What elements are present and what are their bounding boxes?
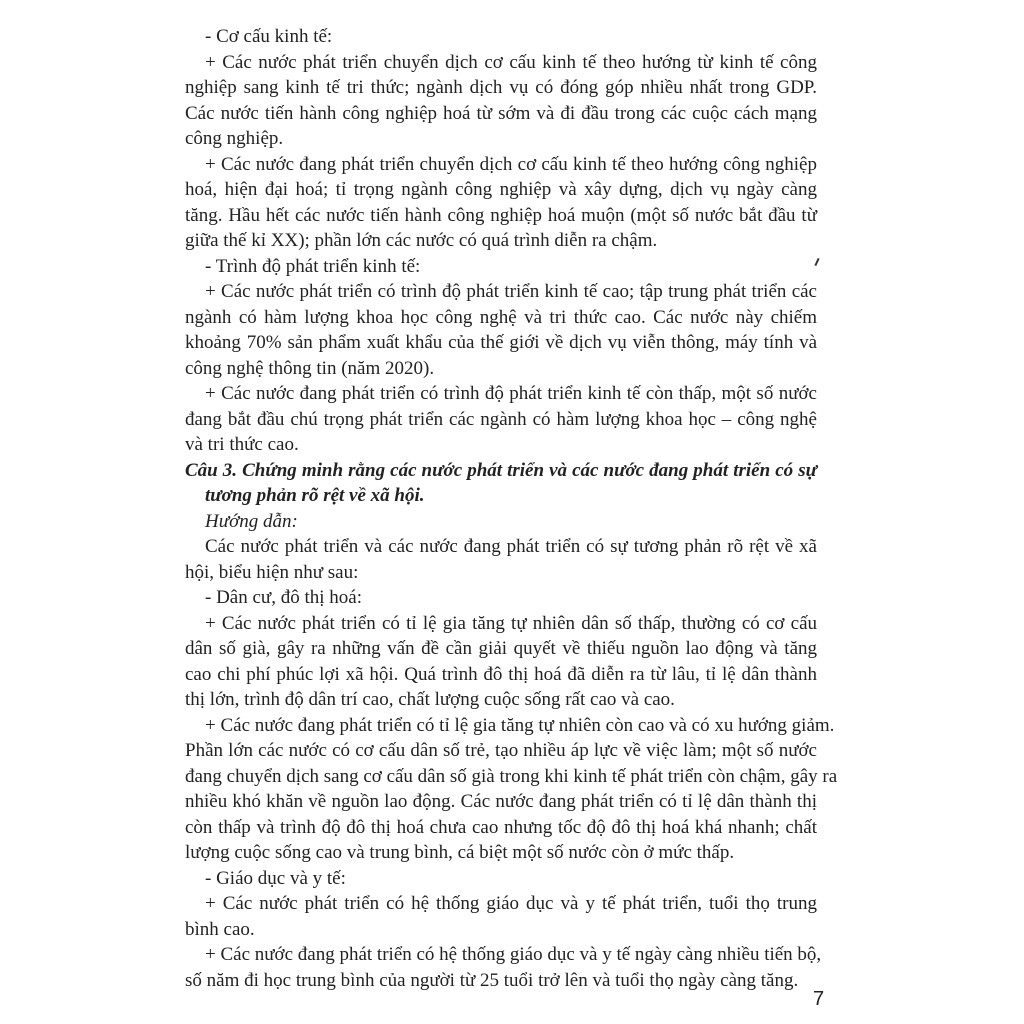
paragraph bbox=[185, 891, 817, 942]
text-line: ngành có hàm lượng khoa học công nghệ và tri thức cao. Các nước này chiếm bbox=[185, 306, 817, 328]
text-line: đang chuyển dịch sang cơ cấu dân số già trong khi kinh tế phát triển còn chậm, gây ra bbox=[185, 765, 838, 787]
text-line: - Cơ cấu kinh tế: bbox=[205, 26, 333, 47]
paragraph bbox=[185, 611, 817, 713]
text-line: dân số già, gây ra những vấn đề cần giải quyết về thiếu nguồn lao động và tăng bbox=[185, 638, 817, 659]
text-line: giữa thế kỉ XX); phần lớn các nước có quá trình diễn ra chậm. bbox=[185, 230, 658, 251]
paragraph bbox=[185, 713, 838, 866]
text-line: Phần lớn các nước có cơ cấu dân số trẻ, tạo nhiều áp lực về việc làm; một số nước bbox=[185, 740, 817, 761]
text-line: nhiều khó khăn về nguồn lao động. Các nước đang phát triển có tỉ lệ dân thành thị bbox=[185, 791, 817, 812]
document-body bbox=[185, 24, 838, 993]
text-line: + Các nước phát triển có hệ thống giáo dục và y tế phát triển, tuổi thọ trung bbox=[205, 893, 817, 914]
text-line: Các nước tiến hành công nghiệp hoá từ sớm và đi đầu trong các cuộc cách mạng bbox=[185, 102, 817, 124]
text-line: hội, biểu hiện như sau: bbox=[185, 561, 359, 583]
text-line: Câu 3. Chứng minh rằng các nước phát triển và các nước đang phát triển có sự bbox=[185, 459, 817, 481]
paragraph bbox=[185, 866, 817, 892]
text-line: Các nước phát triển và các nước đang phát triển có sự tương phản rõ rệt về xã bbox=[205, 536, 817, 557]
paragraph bbox=[185, 381, 817, 458]
text-line: + Các nước đang phát triển có hệ thống giáo dục và y tế ngày càng nhiều tiến bộ, bbox=[205, 944, 822, 965]
text-line: cao chi phí phúc lợi xã hội. Quá trình đô thị hoá đã diễn ra từ lâu, tỉ lệ dân thành bbox=[185, 663, 817, 685]
text-line: - Giáo dục và y tế: bbox=[205, 867, 346, 889]
paragraph bbox=[185, 585, 817, 611]
text-line: + Các nước đang phát triển có trình độ phát triển kinh tế còn thấp, một số nước bbox=[205, 383, 817, 404]
text-line: tăng. Hầu hết các nước tiến hành công nghiệp hoá muộn (một số nước bắt đầu từ bbox=[185, 204, 817, 226]
paragraph bbox=[185, 279, 817, 381]
text-line: và tri thức cao. bbox=[185, 434, 299, 455]
text-line: số năm đi học trung bình của người từ 25 tuổi trở lên và tuổi thọ ngày càng tăng. bbox=[185, 969, 799, 991]
paragraph bbox=[185, 24, 817, 50]
text-line: nghiệp sang kinh tế tri thức; ngành dịch vụ có đóng góp nhiều nhất trong GDP. bbox=[185, 77, 817, 98]
text-line: đang bắt đầu chú trọng phát triển các ngành có hàm lượng khoa học – công nghệ bbox=[185, 408, 817, 430]
text-line: công nghiệp. bbox=[185, 128, 284, 149]
text-line: công nghệ thông tin (năm 2020). bbox=[185, 357, 435, 379]
text-line: bình cao. bbox=[185, 918, 255, 940]
guide-label bbox=[185, 509, 817, 535]
text-line: - Trình độ phát triển kinh tế: bbox=[205, 255, 421, 277]
text-line: - Dân cư, đô thị hoá: bbox=[205, 587, 362, 608]
text-line: + Các nước phát triển có trình độ phát triển kinh tế cao; tập trung phát triển các bbox=[205, 281, 817, 302]
text-line: + Các nước phát triển có tỉ lệ gia tăng tự nhiên dân số thấp, thường có cơ cấu bbox=[205, 612, 817, 634]
text-line: + Các nước phát triển chuyển dịch cơ cấu kinh tế theo hướng từ kinh tế công bbox=[205, 51, 817, 73]
text-line: khoảng 70% sản phẩm xuất khẩu của thế giới về dịch vụ viễn thông, máy tính và bbox=[185, 332, 817, 353]
question-heading bbox=[185, 458, 817, 509]
text-line: hoá, hiện đại hoá; tỉ trọng ngành công nghiệp và xây dựng, dịch vụ ngày càng bbox=[185, 179, 817, 200]
text-line: + Các nước đang phát triển chuyển dịch cơ cấu kinh tế theo hướng công nghiệp bbox=[205, 153, 817, 175]
paragraph bbox=[185, 50, 817, 152]
paragraph bbox=[185, 534, 817, 585]
page-number: 7 bbox=[813, 988, 825, 1010]
text-line: + Các nước đang phát triển có tỉ lệ gia tăng tự nhiên còn cao và có xu hướng giảm. bbox=[205, 714, 835, 736]
text-line: tương phản rõ rệt về xã hội. bbox=[205, 485, 425, 506]
text-line: lượng cuộc sống cao và trung bình, cá biệt một số nước còn ở mức thấp. bbox=[185, 842, 735, 863]
paragraph bbox=[185, 152, 817, 254]
paragraph bbox=[185, 254, 817, 280]
text-line: Hướng dẫn: bbox=[205, 510, 298, 532]
text-line: còn thấp và trình độ đô thị hoá chưa cao nhưng tốc độ đô thị hoá khá nhanh; chất bbox=[185, 816, 817, 838]
text-line: thị lớn, trình độ dân trí cao, chất lượng cuộc sống rất cao và cao. bbox=[185, 689, 675, 710]
paragraph bbox=[185, 942, 822, 993]
